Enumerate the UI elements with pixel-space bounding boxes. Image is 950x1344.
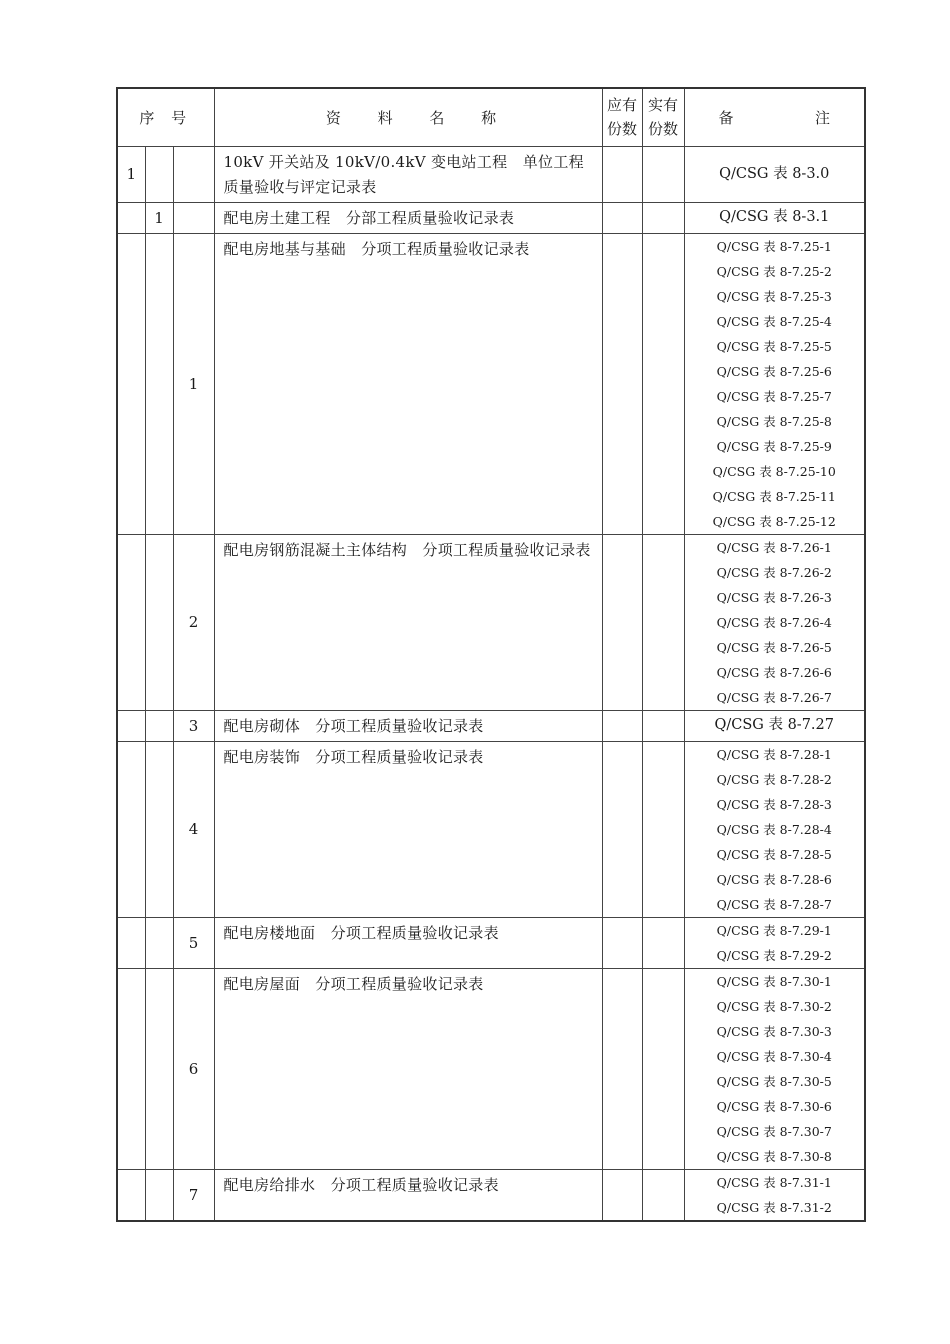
header-seq [117,88,214,146]
note-line: Q/CSG 表 8-7.30-4 [716,1048,832,1064]
row-should-count [602,202,642,233]
row-index-l3 [173,202,214,233]
row-actual-count [642,917,684,968]
row-should-count [602,710,642,741]
row-note [684,710,865,741]
row-note [684,968,865,1169]
note-line: Q/CSG 表 8-7.29-1 [716,922,832,938]
note-line: Q/CSG 表 8-7.28-1 [716,746,832,762]
row-index-l2 [145,741,173,917]
row-index-l3: 2 [173,534,214,710]
note-line: Q/CSG 表 8-7.30-1 [716,973,832,989]
note-line: Q/CSG 表 8-7.25-6 [716,363,832,379]
row-index-l2 [145,146,173,202]
row-document-name: 配电房砌体 分项工程质量验收记录表 [214,710,602,741]
row-document-name: 配电房屋面 分项工程质量验收记录表 [214,968,602,1169]
row-document-name: 配电房钢筋混凝土主体结构 分项工程质量验收记录表 [214,534,602,710]
row-index-l2 [145,233,173,534]
row-document-name: 配电房土建工程 分部工程质量验收记录表 [214,202,602,233]
note-line: Q/CSG 表 8-7.31-1 [716,1174,832,1190]
note-line: Q/CSG 表 8-7.30-5 [716,1073,832,1089]
row-index-l1 [117,741,145,917]
note-line: Q/CSG 表 8-7.25-9 [716,438,832,454]
row-index-l2 [145,1169,173,1221]
note-line: Q/CSG 表 8-7.31-2 [716,1199,832,1215]
note-line: Q/CSG 表 8-7.30-8 [716,1148,832,1164]
note-line: Q/CSG 表 8-7.29-2 [716,947,832,963]
row-note [684,741,865,917]
table-row [117,710,865,741]
table-body [117,88,865,1221]
row-index-l1: 1 [117,146,145,202]
note-line: Q/CSG 表 8-7.25-12 [712,513,836,529]
note-line: Q/CSG 表 8-7.26-4 [716,614,832,630]
note-line: Q/CSG 表 8-7.25-8 [716,413,832,429]
row-document-name: 10kV 开关站及 10kV/0.4kV 变电站工程 单位工程质量验收与评定记录表 [214,146,602,202]
row-index-l1 [117,1169,145,1221]
row-note [684,202,865,233]
note-line: Q/CSG 表 8-7.25-7 [716,388,832,404]
header-row [117,88,865,146]
note-line: Q/CSG 表 8-7.25-2 [716,263,832,279]
row-index-l3: 1 [173,233,214,534]
header-should-line1: 应有 [606,96,637,115]
note-line: Q/CSG 表 8-7.30-7 [716,1123,832,1139]
row-should-count [602,1169,642,1221]
row-index-l1 [117,233,145,534]
row-note [684,1169,865,1221]
header-actual-line1: 实有 [647,96,678,115]
row-index-l1 [117,917,145,968]
note-line: Q/CSG 表 8-3.1 [719,209,830,225]
row-document-name: 配电房楼地面 分项工程质量验收记录表 [214,917,602,968]
note-line: Q/CSG 表 8-7.26-7 [716,689,832,705]
row-index-l1 [117,710,145,741]
note-line: Q/CSG 表 8-7.28-4 [716,821,832,837]
row-actual-count [642,233,684,534]
note-line: Q/CSG 表 8-7.28-7 [716,896,832,912]
note-line: Q/CSG 表 8-7.28-3 [716,796,832,812]
table-row [117,233,865,534]
table-row [117,741,865,917]
row-index-l2 [145,917,173,968]
table-row [117,146,865,202]
header-name [214,88,602,146]
row-actual-count [642,968,684,1169]
note-line: Q/CSG 表 8-7.28-5 [716,846,832,862]
row-actual-count [642,710,684,741]
header-actual-line2: 份数 [647,120,678,139]
row-index-l2 [145,534,173,710]
note-line: Q/CSG 表 8-7.28-2 [716,771,832,787]
note-line: Q/CSG 表 8-7.25-4 [716,313,832,329]
row-index-l3: 6 [173,968,214,1169]
note-line: Q/CSG 表 8-7.26-6 [716,664,832,680]
row-index-l3: 4 [173,741,214,917]
header-seq-label: 序 号 [139,108,193,127]
note-line: Q/CSG 表 8-7.30-2 [716,998,832,1014]
row-index-l3: 5 [173,917,214,968]
header-should [602,88,642,146]
note-line: Q/CSG 表 8-7.30-3 [716,1023,832,1039]
row-should-count [602,233,642,534]
table-row [117,534,865,710]
table-row [117,917,865,968]
row-actual-count [642,534,684,710]
row-index-l1 [117,202,145,233]
row-index-l3 [173,146,214,202]
row-index-l3: 7 [173,1169,214,1221]
row-should-count [602,534,642,710]
header-actual [642,88,684,146]
note-line: Q/CSG 表 8-7.26-1 [716,539,832,555]
row-should-count [602,741,642,917]
row-document-name: 配电房装饰 分项工程质量验收记录表 [214,741,602,917]
note-line: Q/CSG 表 8-7.25-1 [716,238,832,254]
row-note [684,146,865,202]
document-table [116,87,866,1222]
note-line: Q/CSG 表 8-7.27 [714,717,834,733]
row-note [684,233,865,534]
row-should-count [602,968,642,1169]
row-index-l1 [117,534,145,710]
note-line: Q/CSG 表 8-7.28-6 [716,871,832,887]
note-line: Q/CSG 表 8-7.26-2 [716,564,832,580]
row-index-l2 [145,968,173,1169]
table-row [117,1169,865,1221]
row-should-count [602,146,642,202]
row-index-l3: 3 [173,710,214,741]
header-note-right: 注 [814,108,830,127]
row-index-l2: 1 [145,202,173,233]
note-line: Q/CSG 表 8-3.0 [719,165,830,182]
row-note [684,917,865,968]
header-note-left: 备 [718,108,734,127]
header-should-line2: 份数 [606,120,637,139]
table-row [117,202,865,233]
row-index-l2 [145,710,173,741]
note-line: Q/CSG 表 8-7.26-5 [716,639,832,655]
row-actual-count [642,146,684,202]
row-actual-count [642,741,684,917]
note-line: Q/CSG 表 8-7.25-5 [716,338,832,354]
row-index-l1 [117,968,145,1169]
row-document-name: 配电房给排水 分项工程质量验收记录表 [214,1169,602,1221]
row-note [684,534,865,710]
note-line: Q/CSG 表 8-7.25-3 [716,288,832,304]
note-line: Q/CSG 表 8-7.25-11 [712,488,836,504]
header-note [684,88,865,146]
row-should-count [602,917,642,968]
table-row [117,968,865,1169]
header-name-label: 资 料 名 称 [325,108,513,127]
row-document-name: 配电房地基与基础 分项工程质量验收记录表 [214,233,602,534]
note-line: Q/CSG 表 8-7.25-10 [712,463,836,479]
note-line: Q/CSG 表 8-7.26-3 [716,589,832,605]
row-actual-count [642,1169,684,1221]
row-actual-count [642,202,684,233]
note-line: Q/CSG 表 8-7.30-6 [716,1098,832,1114]
